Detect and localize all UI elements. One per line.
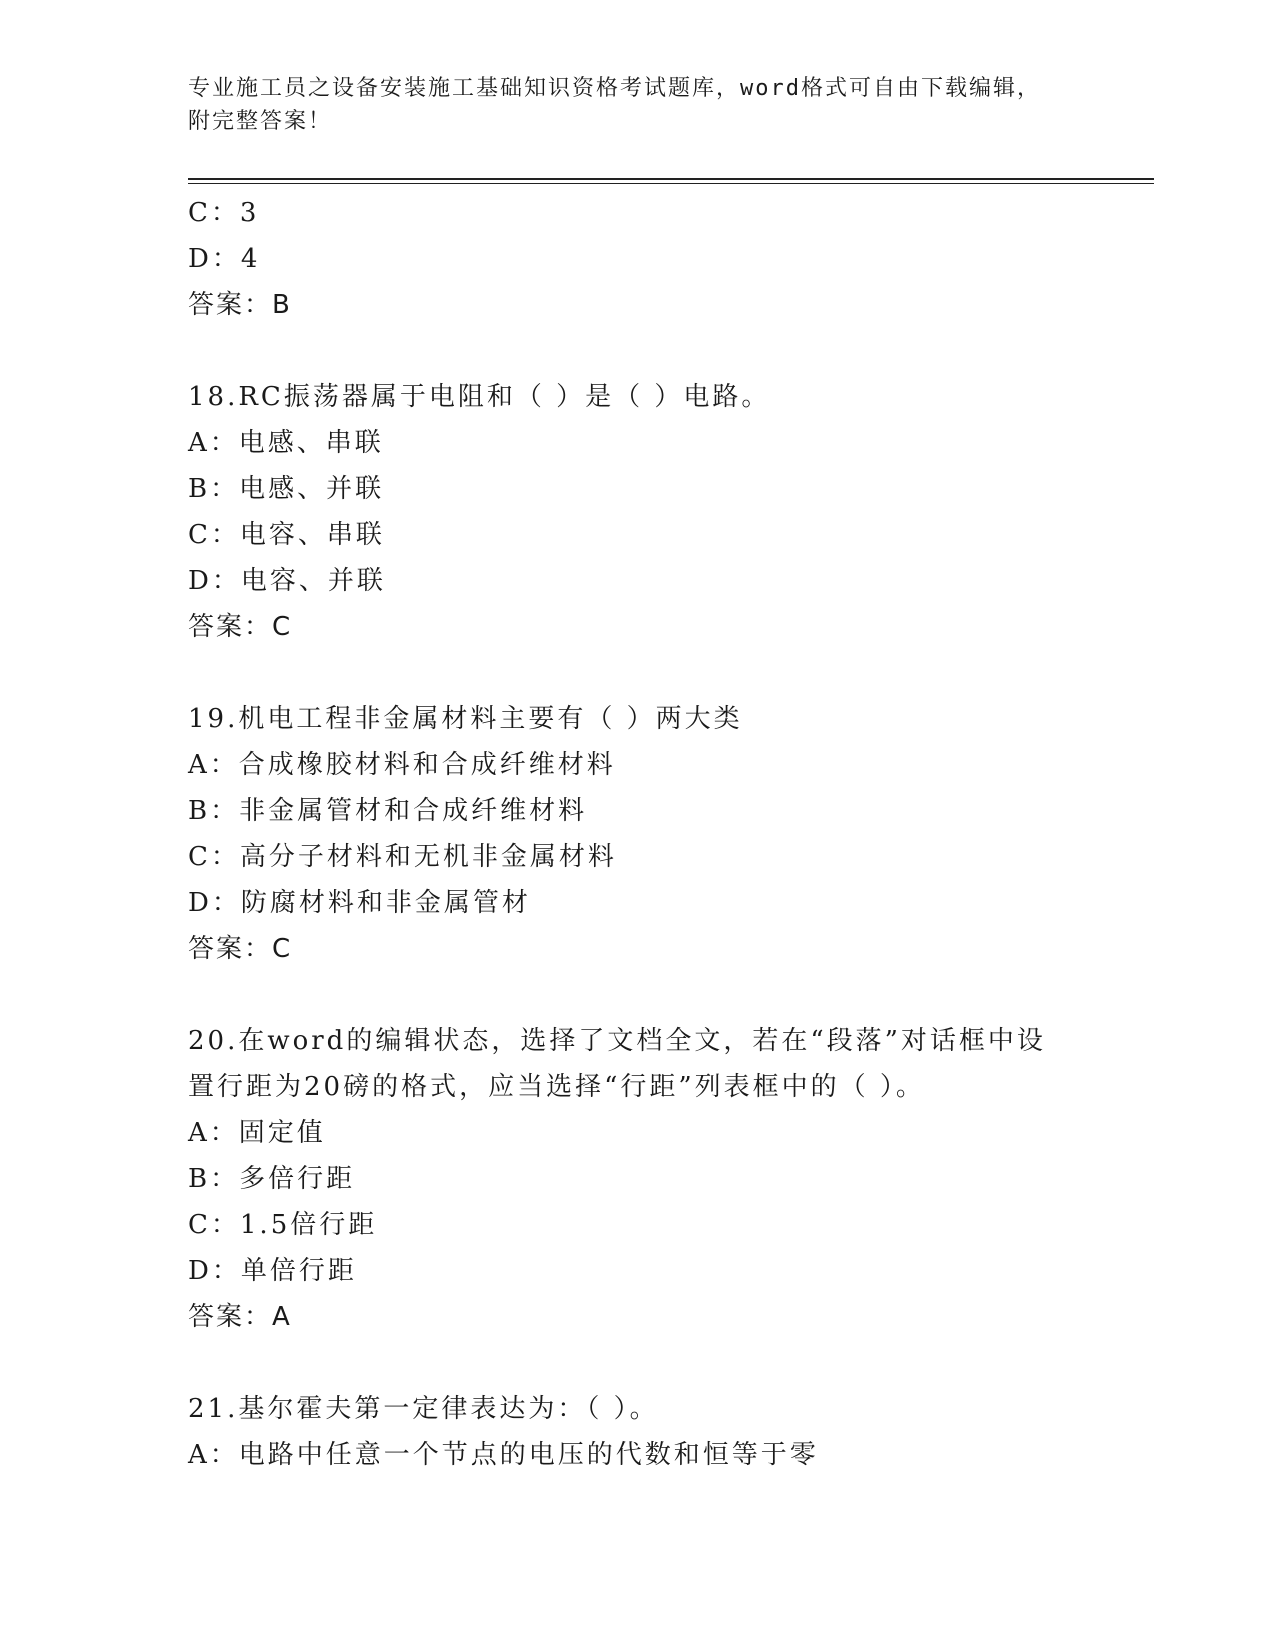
question-21 [188, 1386, 1108, 1478]
answer-line: 答案：B [188, 290, 292, 320]
option-b: B：非金属管材和合成纤维材料 [188, 796, 588, 826]
question-20 [188, 1018, 1108, 1340]
header-line-2: 附完整答案！ [188, 109, 333, 134]
option-d: D：电容、并联 [188, 566, 386, 596]
option-a: A：电感、串联 [188, 428, 384, 458]
question-stem: 19.机电工程非金属材料主要有（ ）两大类 [188, 704, 743, 734]
question-stem: 21.基尔霍夫第一定律表达为：（ ）。 [188, 1394, 659, 1424]
question-content [188, 190, 1108, 1478]
option-c: C：1.5倍行距 [188, 1210, 378, 1240]
option-b: B：电感、并联 [188, 474, 385, 504]
option-b: B：多倍行距 [188, 1164, 356, 1194]
option-d: D：单倍行距 [188, 1256, 357, 1286]
question-stem-line-2: 置行距为20磅的格式，应当选择“行距”列表框中的（ ）。 [188, 1072, 925, 1102]
option-c: C：3 [188, 198, 260, 228]
option-c: C：电容、串联 [188, 520, 385, 550]
question-19 [188, 696, 1108, 972]
header-divider-thin [188, 183, 1154, 184]
question-stem-line-1: 20.在word的编辑状态，选择了文档全文，若在“段落”对话框中设 [188, 1026, 1046, 1056]
option-a: A：电路中任意一个节点的电压的代数和恒等于零 [188, 1440, 819, 1470]
question-spacer [188, 972, 1108, 1018]
question-18 [188, 374, 1108, 650]
header-divider-thick [188, 178, 1154, 180]
option-c: C：高分子材料和无机非金属材料 [188, 842, 617, 872]
header-line-1: 专业施工员之设备安装施工基础知识资格考试题库，word格式可自由下载编辑， [188, 76, 1041, 101]
option-a: A：合成橡胶材料和合成纤维材料 [188, 750, 616, 780]
question-17-continuation [188, 190, 1108, 328]
question-spacer [188, 328, 1108, 374]
answer-line: 答案：C [188, 934, 293, 964]
question-stem: 18.RC振荡器属于电阻和（ ）是（ ）电路。 [188, 382, 771, 412]
answer-line: 答案：A [188, 1302, 292, 1332]
option-a: A：固定值 [188, 1118, 326, 1148]
question-spacer [188, 1340, 1108, 1386]
option-d: D：防腐材料和非金属管材 [188, 888, 531, 918]
question-spacer [188, 650, 1108, 696]
document-header [188, 72, 1068, 138]
option-d: D：4 [188, 244, 261, 274]
answer-line: 答案：C [188, 612, 293, 642]
